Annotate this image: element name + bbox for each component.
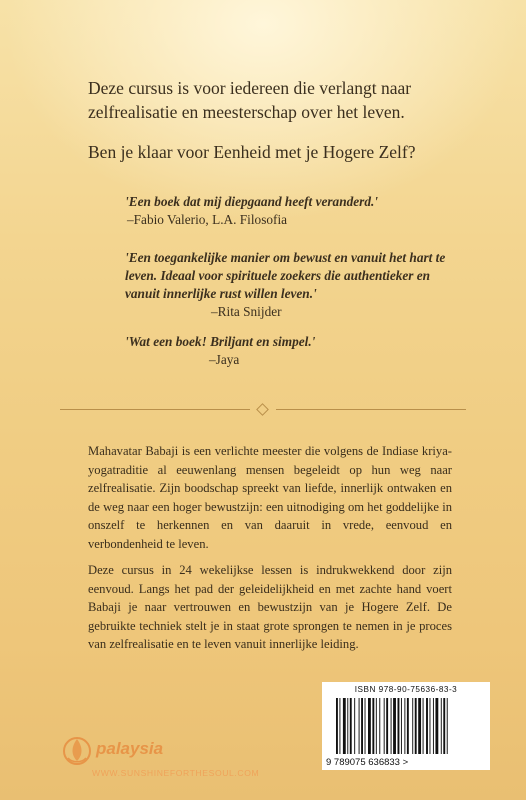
publisher-name: palaysia	[96, 739, 164, 758]
barcode-bar	[447, 698, 448, 754]
barcode-bar	[391, 698, 392, 754]
divider-line-left	[60, 409, 250, 410]
description-paragraph: Mahavatar Babaji is een verlichte meester die volgens de Indiase kriya-yogatraditie al eeuwenlang mensen begeleidt op hun weg naar zelfrealisatie. Zijn boodschap spreekt van liefde, innerlijk ontwaken en de weg naar een hoger bewustzijn: een uitnodiging om het goddelijke in onszelf te herkennen en van daaruit in vrede, eenvoud en verbondenheid te leven.	[88, 444, 452, 551]
intro-question: Ben je klaar voor Eenheid met je Hogere Zelf?	[88, 142, 416, 162]
barcode-bar	[441, 698, 442, 754]
quote-text: 'Een boek dat mij diepgaand heeft veranderd.'	[125, 194, 378, 209]
barcode-bar	[365, 698, 366, 754]
barcode-bar	[379, 698, 380, 754]
barcode-bar	[404, 698, 405, 754]
description-paragraph: Deze cursus in 24 wekelijkse lessen is indrukwekkend door zijn eenvoud. Langs het pad der geleidelijkheid en met zachte hand voert Babaji je naar vertrouwen en bewustzijn van je Hogere Zelf. De gebruikte techniek stelt je in staat grote sprongen te nemen in je proces van zelfrealisatie en te leven vanuit innerlijke leiding.	[88, 563, 452, 652]
quote-author: –Jaya	[209, 352, 240, 367]
review-quote	[125, 249, 465, 321]
barcode-bar	[343, 698, 346, 754]
quote-author: –Rita Snijder	[211, 304, 282, 319]
barcode-bar	[336, 698, 338, 754]
quote-text: 'Wat een boek! Briljant en simpel.'	[125, 334, 316, 349]
barcode-bar	[350, 698, 352, 754]
barcode-bar	[354, 698, 355, 754]
barcode-bar	[347, 698, 348, 754]
barcode-bar	[398, 698, 400, 754]
review-quote	[125, 333, 465, 369]
publisher-website: WWW.SUNSHINEFORTHESOUL.COM	[92, 768, 260, 778]
barcode-bar	[412, 698, 413, 754]
divider-line-right	[276, 409, 466, 410]
review-quote	[125, 193, 465, 229]
diamond-ornament-icon	[256, 403, 269, 416]
intro-statement: Deze cursus is voor iedereen die verlangt naar zelfrealisatie en meesterschap over het leven.	[88, 78, 412, 122]
barcode-bar	[407, 698, 409, 754]
barcode-bar	[339, 698, 340, 754]
barcode-bar	[376, 698, 377, 754]
barcode-graphic	[322, 682, 490, 770]
barcode-bar	[372, 698, 374, 754]
barcode-bar	[418, 698, 421, 754]
isbn-label: ISBN 978-90-75636-83-3	[354, 685, 458, 694]
barcode-bar	[433, 698, 434, 754]
barcode-bar	[443, 698, 445, 754]
quote-text: 'Een toegankelijke manier om bewust en vanuit het hart te leven. Ideaal voor spirituele zoekers die authentieker en vanuit innerlijke rust willen leven.'	[125, 250, 446, 301]
barcode-bar	[435, 698, 438, 754]
barcode-bar	[359, 698, 360, 754]
barcode-bar	[423, 698, 424, 754]
barcode-bar	[384, 698, 385, 754]
barcode-bar	[430, 698, 431, 754]
barcode-bar	[426, 698, 428, 754]
isbn-barcode	[322, 682, 490, 770]
barcode-bar	[415, 698, 417, 754]
barcode-digits: 9 789075 636833 >	[326, 757, 409, 768]
barcode-bar	[368, 698, 371, 754]
ornamental-divider	[60, 404, 466, 416]
barcode-bar	[361, 698, 363, 754]
lotus-flame-icon	[62, 733, 96, 773]
barcode-bar	[386, 698, 388, 754]
quote-author: –Fabio Valerio, L.A. Filosofia	[127, 212, 288, 227]
barcode-bar	[393, 698, 396, 754]
barcode-bar	[401, 698, 402, 754]
